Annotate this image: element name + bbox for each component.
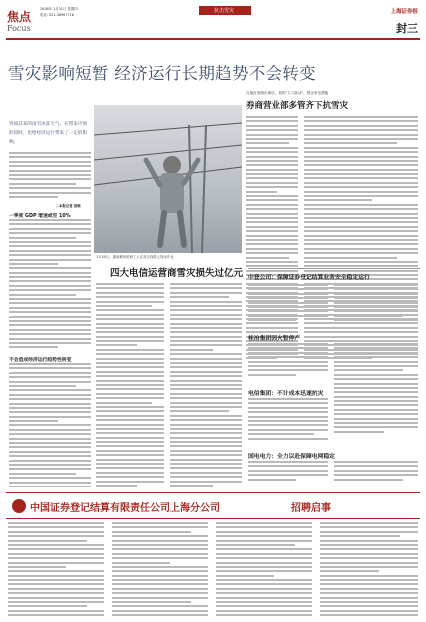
- box1-body: [9, 219, 91, 349]
- col3-heading-3: 电信集团：不计成本迅速抗灾: [248, 391, 324, 397]
- feature-col-2: [170, 283, 242, 487]
- ad-col-4: [320, 522, 418, 618]
- col3-body-3: [248, 398, 328, 444]
- col3-body-4: [248, 461, 328, 487]
- masthead-rule: [6, 38, 420, 40]
- byline: ○本报记者 周晓: [56, 204, 81, 208]
- section-tag: [199, 6, 251, 15]
- news-photo: [94, 105, 242, 253]
- paper-name: 上海证券报: [390, 9, 418, 15]
- contact-info: 电话: 021-38967716: [40, 13, 74, 17]
- masthead: [0, 0, 426, 40]
- box2-body: [9, 363, 91, 487]
- ad-banner: [6, 496, 420, 516]
- photo-caption: 1月30日，湖南郴州抢修工人在高压线路上除冰作业: [96, 255, 174, 259]
- ad-headline: 中国证券登记结算有限责任公司上海分公司: [30, 503, 220, 514]
- box2-title: 不会造成经济运行趋势性转变: [9, 358, 72, 363]
- ad-top-rule: [6, 492, 420, 493]
- box1-title: 一季度 GDP 增速或至 10%: [9, 214, 71, 219]
- date-info: 2008年 1月31日 星期四: [40, 7, 78, 11]
- lead-summary: 突如其来的雨雪冰冻天气，在带来灾情的同时，也给经济运行带来了一定的影响。: [9, 122, 88, 145]
- feature-col-1: [96, 283, 164, 487]
- col3-body-4b: [334, 461, 418, 487]
- page-number: 封三: [396, 22, 418, 35]
- divider-1: [248, 268, 420, 269]
- col3-body-1b: [334, 284, 418, 326]
- ad-col-2: [112, 522, 208, 618]
- right-headline: 券商营业部多管齐下抗雪灾: [246, 101, 349, 111]
- photo-illustration: [94, 105, 242, 253]
- ad-col-1: [8, 522, 104, 618]
- right-col-a: [246, 116, 301, 366]
- ad-logo: [12, 499, 26, 513]
- section-tag-text: 抗击雪灾: [214, 8, 235, 14]
- ad-under-rule: [6, 518, 420, 519]
- col3-body-2: [248, 343, 328, 381]
- feature-headline: 四大电信运营商雪灾损失过亿元: [110, 268, 244, 279]
- col3-heading-1: 中登公司：保障证券登记结算业务安全稳定运行: [248, 275, 370, 281]
- far-right-col: [304, 116, 418, 366]
- focus-label: Focus: [7, 24, 31, 33]
- col3-body-3b: [334, 343, 418, 444]
- col3-body-1: [248, 284, 328, 326]
- ad-tag: 招聘启事: [291, 503, 331, 514]
- right-kicker: 自最近电网出事后，看的"人工除冰"，国企家也想能: [246, 91, 329, 95]
- col3-heading-2: 桂冶集团因火暂停产: [248, 336, 301, 342]
- ad-col-3: [216, 522, 312, 618]
- section-label: 焦点: [7, 10, 32, 24]
- main-headline: 雪灾影响短暂 经济运行长期趋势不会转变: [8, 64, 316, 83]
- col3-heading-4: 国电电力：全力以赴保障电网稳定: [248, 454, 335, 460]
